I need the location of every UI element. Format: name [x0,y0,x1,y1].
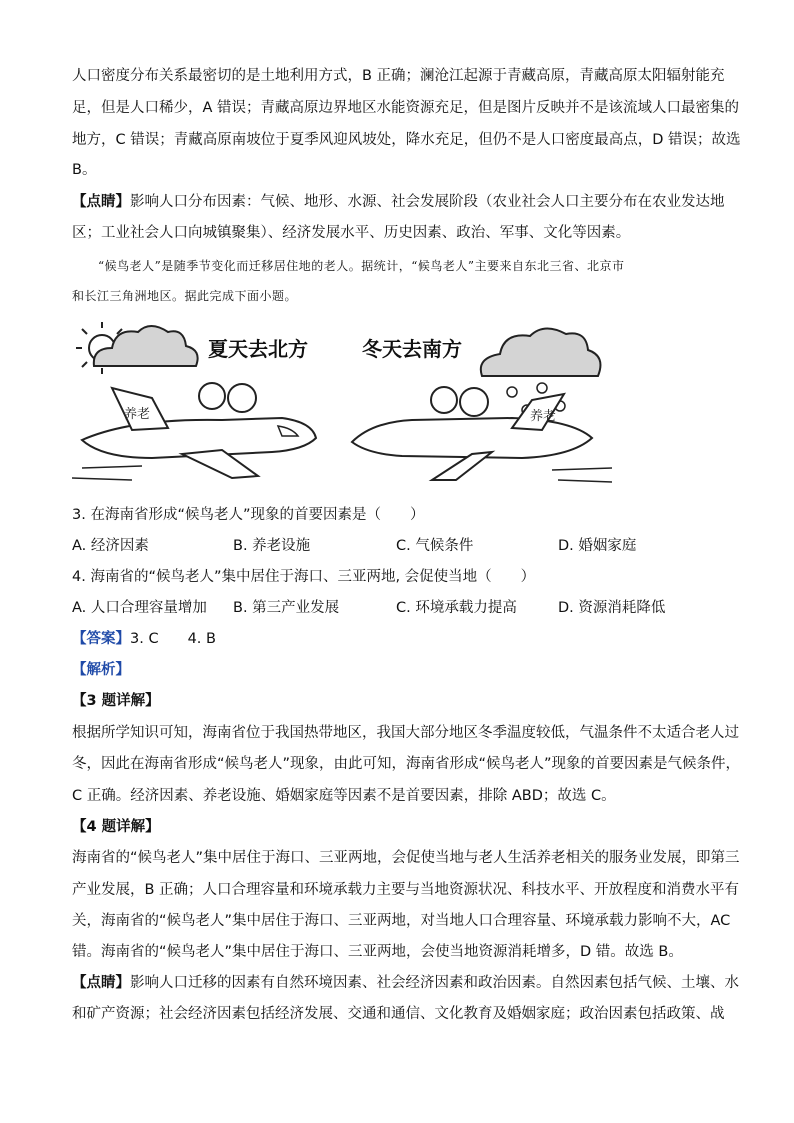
material-intro: “候鸟老人”是随季节变化而迁移居住地的老人。据统计，“候鸟老人”主要来自东北三省、北京市 [98,259,625,273]
q4-option-b[interactable]: B. 第三产业发展 [233,600,340,616]
question-3-stem: 3. 在海南省形成“候鸟老人”现象的首要因素是（ ） [72,507,425,523]
q4-detail-heading: 【4 题详解】 [72,819,160,835]
analysis-heading: 【解析】 [72,662,130,678]
elderly-passenger-icon [228,384,256,412]
tail-label: 养老 [124,407,151,422]
q4-option-c[interactable]: C. 环境承载力提高 [396,600,517,616]
migration-cartoon [72,318,612,488]
answer-value: 3. C 4. B [130,631,216,647]
q3-detail-line: 根据所学知识可知，海南省位于我国热带地区，我国大部分地区冬季温度较低，气温条件不太适合老人过 [72,725,739,741]
left-airplane [72,383,316,480]
elderly-passenger-icon [431,387,457,413]
tip-paragraph-line: 和矿产资源；社会经济因素包括经济发展、交通和通信、文化教育及婚姻家庭；政治因素包括政策、战 [72,1006,725,1022]
q3-detail-line: 冬，因此在海南省形成“候鸟老人”现象，由此可知，海南省形成“候鸟老人”现象的首要因素是气候条件， [72,756,741,772]
prev-text-line: 足，但是人口稀少，A 错误；青藏高原边界地区水能资源充足，但是图片反映并不是该流域人口最密集的 [72,100,740,116]
material-intro: 和长江三角洲地区。据此完成下面小题。 [72,289,298,303]
prev-text-line: 地方，C 错误；青藏高原南坡位于夏季风迎风坡处，降水充足，但仍不是人口密度最高点，D 错误；故选 [72,132,741,148]
q4-detail-line: 关，海南省的“候鸟老人”集中居住于海口、三亚两地，对当地人口合理容量、环境承载力影响不大，AC [72,913,731,929]
caption-summer-north: 夏天去北方 [208,337,308,361]
snow-cloud-icon [481,328,601,376]
elderly-passenger-icon [199,383,225,409]
answer-line [72,629,216,649]
tip-tag: 【点睛】 [72,194,130,210]
q4-detail-line: 产业发展，B 正确；人口合理容量和环境承载力主要与当地资源状况、科技水平、开放程度和消费水平有 [72,882,740,898]
right-airplane [352,387,612,482]
prev-text-line: B。 [72,162,97,178]
q4-option-a[interactable]: A. 人口合理容量增加 [72,600,207,616]
tip-paragraph: 【点睛】影响人口迁移的因素有自然环境因素、社会经济因素和政治因素。自然因素包括气候、土壤、水 [72,975,739,991]
answer-tag: 【答案】 [72,631,130,647]
q3-detail-line: C 正确。经济因素、养老设施、婚姻家庭等因素不是首要因素，排除 ABD；故选 C。 [72,788,616,804]
q3-option-d[interactable]: D. 婚姻家庭 [558,538,637,554]
prev-text-line: 人口密度分布关系最密切的是土地利用方式，B 正确；澜沧江起源于青藏高原，青藏高原太阳辐射能充 [72,68,725,84]
q3-option-c[interactable]: C. 气候条件 [396,538,474,554]
tip-paragraph-line: 区；工业社会人口向城镇聚集）、经济发展水平、历史因素、政治、军事、文化等因素。 [72,225,631,241]
question-4-stem: 4. 海南省的“候鸟老人”集中居住于海口、三亚两地, 会促使当地（ ） [72,569,536,585]
q3-option-a[interactable]: A. 经济因素 [72,538,149,554]
q4-option-d[interactable]: D. 资源消耗降低 [558,600,666,616]
cloud-icon [94,326,198,366]
q4-detail-line: 错。海南省的“候鸟老人”集中居住于海口、三亚两地，会使当地资源消耗增多，D 错。故选 B。 [72,944,683,960]
elderly-passenger-icon [460,388,488,416]
caption-winter-south: 冬天去南方 [362,337,462,361]
q3-detail-heading: 【3 题详解】 [72,693,160,709]
q4-detail-line: 海南省的“候鸟老人”集中居住于海口、三亚两地，会促使当地与老人生活养老相关的服务业发展，即第三 [72,850,740,866]
tip-paragraph: 【点睛】影响人口分布因素：气候、地形、水源、社会发展阶段（农业社会人口主要分布在农业发达地 [72,194,725,210]
tip-tag: 【点睛】 [72,975,130,991]
tail-label: 养老 [530,409,557,424]
q3-option-b[interactable]: B. 养老设施 [233,538,311,554]
